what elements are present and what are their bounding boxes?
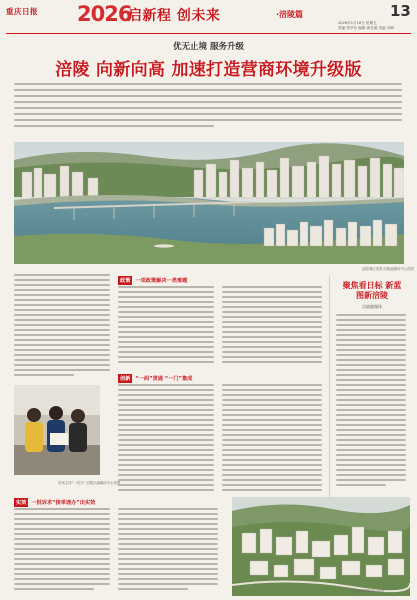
subhead-results: 实效 一批诉求“接单速办”出实效 xyxy=(16,500,96,506)
sidebar-subtitle: 涪陵融媒体 xyxy=(362,304,382,309)
town-aerial-photo xyxy=(232,497,410,596)
slogan: 启新程 创未来 xyxy=(128,8,221,24)
subhead-innovation: 创新 “一码”贯通 “一门”集成 xyxy=(120,376,193,382)
service-hall-photo xyxy=(14,385,100,475)
kicker: 优无止境 服务升级 xyxy=(173,42,244,52)
sidebar-title: 聚焦看日标 新蓝图新涪陵 xyxy=(342,281,402,300)
sidebar-credit: 涪陵区融媒体中心供图 xyxy=(350,589,384,593)
page-title: 涪陵 向新向高 加速打造营商环境升级版 xyxy=(55,60,362,80)
city-river-photo xyxy=(14,142,404,264)
subhead-policy: 政策 一项政策解决一类难题 xyxy=(120,278,188,284)
year-mark: 2026 xyxy=(77,2,132,26)
editors-line: 责编 张华东 编辑 黄先瑞 美编 刘坤 xyxy=(338,26,395,30)
lead-paragraph xyxy=(14,80,404,136)
page-number: 13 xyxy=(390,2,411,20)
masthead xyxy=(0,0,417,30)
photo-caption: 涪陵城区美景 涪陵融媒体中心供图 xyxy=(362,267,414,271)
section-label: ·涪陵篇 xyxy=(276,10,304,19)
newspaper-logo: 重庆日报 xyxy=(6,7,38,16)
people-photo-caption: 市场主体“一站办” 涪陵区融媒体中心供图 xyxy=(58,481,121,485)
masthead-divider xyxy=(6,33,411,34)
dateline: 2026年1月16日 星期五 xyxy=(338,21,377,25)
